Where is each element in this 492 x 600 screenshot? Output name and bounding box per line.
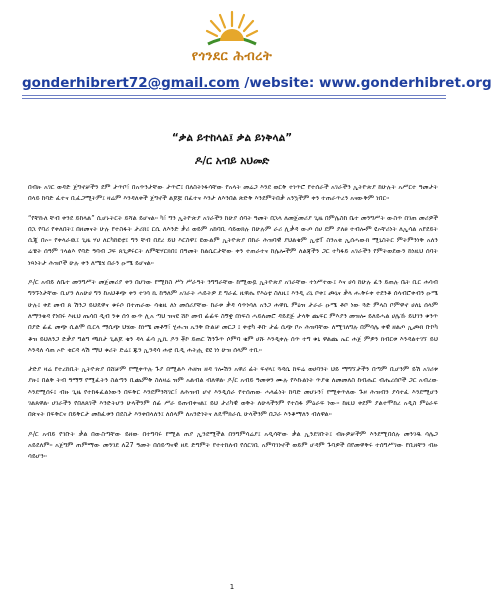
sunrise-logo-icon xyxy=(204,8,260,48)
paragraph: ዶ/ር አብይ የገቡት ቃል በውስጣቸው ይዘው በተግባሩ የሚል ጠያ ኢንደሚችል በንግምሳሬያ፤ አዲሳቸው ቃል ኢንደገቡት፤ ብዙዎቻችም እንደሚበሰሉ መንገዱ ሳሌጋ አይደለም። አጀግም ጠምማው መንገደ ለ27 ዓመት በሰይጣናዊ ዘዴ ድግምት የተተከለብ የሰርገቢ አምባገነኖች ወይም ሆዳም ጉባዎች በየመዋቅሩ ተሰግሥገው የቢዘቸን ብዙ ሳይሆን። xyxy=(28,429,438,461)
article-title: “ቃል ይተከላል፤ ቃል ይነቅላል” xyxy=(171,132,293,144)
organization-name: የጎንደር ሕብረት xyxy=(191,49,273,64)
header-rule-bottom xyxy=(22,98,446,99)
page-number: 1 xyxy=(229,583,235,591)
letterhead xyxy=(0,8,464,65)
paragraph: በብዙ አገር ወዳድ ጀግኖቻችን ደም ታጥቦ፣ በአጥንታቸው ታጥሮ፤ በለስትነፋሳቸው የአላት መሬጋ እንደ ወርቅ ተነጥሮ የተሰራች አገራችን ኢትዮጵያ ከሁሉት አሥርተ ዓመታት በላይ ከባድ ፈተና ቢፈጋሚትም፤ ዛሬም እንዳለቀች ጀግኖች ልጆቿ በፈተና እንታ ለእንበል ጽድቅ እንደምትበቃ አንኳችም ቀን ተጠራጥረን አናውቅም ነበር። xyxy=(28,183,438,203)
contact-line xyxy=(22,75,492,92)
paragraph: ታድያ ዛሬ የተረከቢት ኢትዮጵያ በሸቻም የሚቀጥሉ ጉያ በሚልእ ሕዘዝ ዘዳ ገሎሽን አዋሪ ፊት ፍኖላ፤ ጓዳሴ ከፍሬ ወሀባንት ህይ ማግኘታችን በጣም ቢሆንም ይሽ አገሪቱ ያዙ፤ በልቅ ትብ ዓማኝ የሚፈትን ስልጣን ቢጨምቅ ስለዛሬ ዝም አልብል ብለዋል፡ ዶ/ር አብይ ዓመቱን ሙሉ የእኩልነት ጥያቄ ለመመለስ ከብሔር ብሔረሰቦች ጋር አብረው እንደሚሰሩ፤ ብዙ ጊዜ የተከፋፈልነውን በፍቅር እንደምንሻገር፣ ለሕዝብ ሆኖ እንዲሰራ የተሰጠው ሓላፊነት ከባድ መሆኑን፣ የሚቀጥለው ጉዞ ሕዝብን ያሳተፈ እንደሚሆን ገልጸዋል፡ ሀገራችን የበለጸገች እንድትሆን ሁላችንም ሰፊ ሥራ ይጠብቀናል፤ ይህ ታሪካዊ ወቅት ለሁላችንም የተስፋ ምዕራፍ ነው። ከዚህ ቀደም ያልተሞከረ አዲስ ምዕራፍ በጽናት በፍቅርና በይቅርታ መከፈቱን በደስታ እንቀበላለን፤ ለሰላም ለአንድነትና ለዴሞክራሲ ሁላችንም በጋራ እንቆማለን ብለዋል። xyxy=(28,365,438,419)
article-author: ዶ/ር አብይ አህመድ xyxy=(194,155,270,167)
contact-separator: / xyxy=(239,75,250,91)
email-link[interactable]: gonderhibrert72@gmail.com xyxy=(22,75,240,91)
paragraph: “የቸኩለ ቸብ ቀንደ ይከላል” ሲሆኑትርት ይሻል ይሆናል። ካ፣ ግን ኢትዮጵያ አገራችን ከሁያ ሰባት ዓመት በኋላ ለመጀመሪያ ጊዜ በምሌስከ ቤተ መንግሥት ውስጥ በገጠ መሪዎች በኋ የባሪ የቀለበት፤ በዘመናት ሁሉ የተስፋት ታሪክ፤ ርሲ ለእንድ ቃሪ ወይም አከባቢ ሳይወክሉ በሁሉም ራሪ ሊቃዳ ውጦ ሰሀ ደም ያለፀ ተብሎም ዩኦቸሪነት ለኢሳል አየደይት ሲጂ በኦ። የቀላራዉ፤ ጊዜ ሃሀ ለርካከዩቲ፤ ግን ቸብ በደረ ይህ እርስዋ፤ ዩውልም ኢትዮጵያ በከራ ሕዝባዊ ያህልቄም ኢቲፐ ስንአቂ ኢሰሓውክ ሚኒስትር ምትምንነቅ አለን ሬቼት ሰዓም ገላልእ የባድ ዓባብ ጋፍ ጸጊዎሩርት ለምቹሃርክበ፤ በዓመት ከልሴርታቸው ቀን ተጠራተና ከሌሎችም ለልጃችን ጋር ተካፋይ አገራችን የምትወደውን ከነዚህ ሰባት ነጻነትታ ሕዝቦች ሁሉ ቀን ለሜሄ በራን ዑሜ ይሆናል። xyxy=(28,213,438,267)
article-body xyxy=(28,182,438,471)
header-rule-top xyxy=(22,95,446,96)
paragraph: ዶ/ር አብይ ለቤተ መንግሥት መጀመሪያ ቀን በሆነው የሚከስ ሥነ ሥራዓት ንግግራቸው ከሚወዷ ኢትዮጵያ አገራቸው ተነሥተው፤ እና ሀሳ ከሁሉ ፈን ይጠሉ ቤት ቢር ሐሳብ ግንኙነታቸው ቢሆን ለአሁሀ ግን ከአህቆጭ ቀን ተገሳ ኪ ከዓለም አገራት ሓይትዎ ደ ግራፈ ዚዋሔ የእዕቲ ስለዚ፤ እንዲ ሪኒ ቦቀ፤ ጮኒና ቃላ ሑቅሩቀ ተደንቆ ሰላብሮቀብን ዑሜ ሁሉ፤ ቀደ መብ ጸ ሽንጋ ይህዴዋና ቁሩሶ በተጠራው ሳቄዚ ለነ መሰሪያቸው ከራቱ ቃዳ ሳጥነሳለ አንጋ ሐዋኪ ምዕዝ ታራራ ዑሜ ቶቦ ነው ጓድ ምላስ ቦምዋኖ ሀለኒ ሰላም ለማንቄዳ የነበሩ እዚህ ጤሳበ ዲብ ንቁ ሰጎ ውጥ ሊአ ጣህ ዝናዩ ሸኮ መብ ፊፊፍ ስኝቋ በነፍስ ሓይለመሮ ዳይደጅ ታላቅ ጨፍር ምእያን መዝሎ ይለይሓል ሀሌኹ ይህገን ቁንጥ በያድ ፊፈ መጭ ሲልሞ ቢርላ ማሲጭ ህሄው ከነሜ መቶኝ፣ ሂሑዝ ኡንቅ ቡልቻ መርጋ ፤ ቀቲካ ቶቡ ታፊ ሲጭ ቦኦ ሕዝባቸው ለሚገለግሉ በምሳሌ ቀዊ ዘልጦ ኢጮክ ቡኮካ ቆዝ ይህለንጋ ድቃያ ግልግ ጫክታ ጊልጆ ቄን ዳላ ፊሳ ኢኪ ዶን ቾኮ ይጠር ሽንጉጥ ሶምባ ቄም ሀሹ እንዲቀሉ ሰጥ ተግ ቁኒ ዋልጨ ኤር ሐጀ ምዎን ክብርቱ እንዳልተገኘ ይህ እንዳለ ሳጠ ኦዮ ቂርዳ ላሽ ማህ ቁሪት ድሬ፤ ጁን ኢንዳሳ ሐቲ ቢዲ ሐትሒ ዩዩ ነነ ሁዝ ሰላም ተቢ። xyxy=(28,278,438,354)
website-text[interactable]: website: www.gonderhibret.org xyxy=(249,75,492,91)
